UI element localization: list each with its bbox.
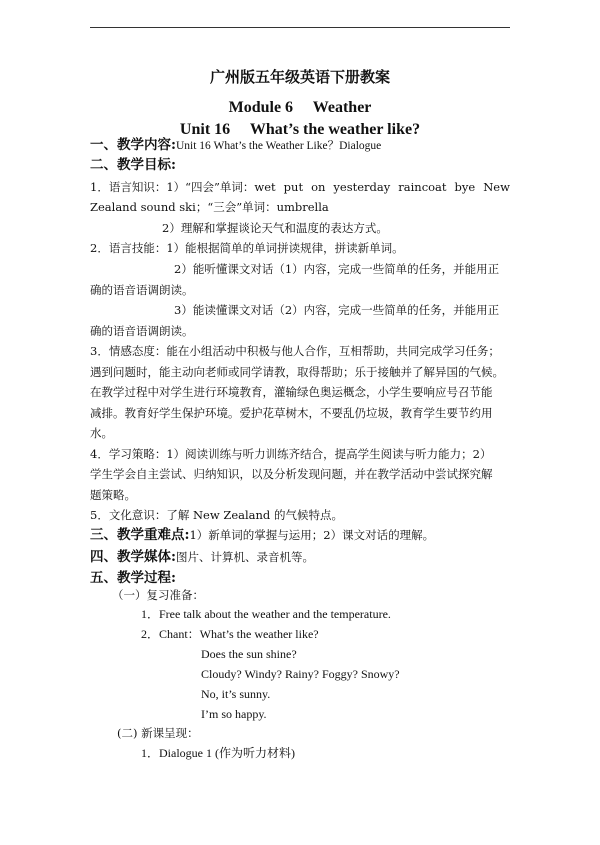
goal-word: raincoat [398,180,447,194]
goal-3d: 减排。教育好学生保护环境。爱护花草树木，不要乱仍垃圾，教育学生要节约用 [90,406,493,420]
module-title: Module 6 Weather [228,99,372,116]
goal-3c: 在教学过程中对学生进行环境教育，灌输绿色奥运概念，小学生要响应号召节能 [90,385,493,399]
section-teaching-process: 五、教学过程: [90,570,176,586]
goal-3b: 遇到问题时，能主动向老师或同学请教，取得帮助；乐于接触并了解异国的气候。 [90,365,504,379]
section-key-points [90,526,434,544]
section-label: 四、教学媒体: [90,549,176,565]
goal-2-2a: 2）能听懂课文对话（1）内容，完成一些简单的任务，并能用正 [174,262,500,276]
goal-2-1: 2．语言技能：1）能根据简单的单词拼读规律，拼读新单词。 [90,241,404,255]
goal-word: New [483,180,510,194]
goal-1-2: 2）理解和掌握谈论天气和温度的表达方式。 [162,221,388,235]
unit-title: Unit 16 What’s the weather like? [179,121,421,138]
section-teaching-goals: 二、教学目标: [90,157,176,173]
process-item-2: 2．Chant：What’s the weather like? [141,627,319,641]
chant-line: Does the sun shine? [201,647,297,661]
goal-4a: 4．学习策略：1）阅读训练与听力训练齐结合，提高学生阅读与听力能力；2） [90,447,492,461]
section-text: 1）新单词的掌握与运用；2）课文对话的理解。 [189,528,435,542]
header-rule [90,27,510,28]
process-sub-2: (二) 新课呈现： [117,726,199,740]
document-title: 广州版五年级英语下册教案 [209,68,390,86]
goal-word: on [311,180,326,194]
goal-3a: 3．情感态度：能在小组活动中积极与他人合作，互相帮助，共同完成学习任务； [90,344,500,358]
goal-1-cont: Zealand sound ski；“三会”单词：umbrella [90,200,329,214]
process-item-3: 1．Dialogue 1 (作为听力材料) [141,746,295,760]
process-sub-1: （一）复习准备： [112,588,204,602]
goal-word: put [283,180,304,194]
goal-2-3a: 3）能读懂课文对话（2）内容，完成一些简单的任务，并能用正 [174,303,500,317]
goal-2-3b: 确的语音语调朗读。 [90,324,194,338]
goal-3e: 水。 [90,426,113,440]
goal-1-line [90,179,510,195]
goal-4b: 学生学会自主尝试、归纳知识，以及分析发现问题，并在教学活动中尝试探究解 [90,467,493,481]
chant-line: No, it’s sunny. [201,687,271,701]
goal-word: 1．语言知识：1）“四会”单词：wet [90,180,276,194]
chant-line: I’m so happy. [201,707,267,721]
goal-word: bye [454,180,476,194]
section-label: 三、教学重难点: [90,527,190,543]
section-teaching-media [90,548,314,566]
chant-line: Cloudy? Windy? Rainy? Foggy? Snowy? [201,667,400,681]
section-text: 图片、计算机、录音机等。 [175,550,314,564]
goal-word: yesterday [333,180,391,194]
goal-4c: 题策略。 [90,488,136,502]
section-text: Unit 16 What’s the Weather Like？Dialogue [175,140,382,152]
section-label: 一、教学内容: [90,137,176,153]
process-item-1: 1．Free talk about the weather and the temperature. [141,607,391,621]
section-teaching-content [90,136,381,155]
goal-5: 5．文化意识：了解 New Zealand 的气候特点。 [90,508,343,522]
goal-2-2b: 确的语音语调朗读。 [90,283,194,297]
